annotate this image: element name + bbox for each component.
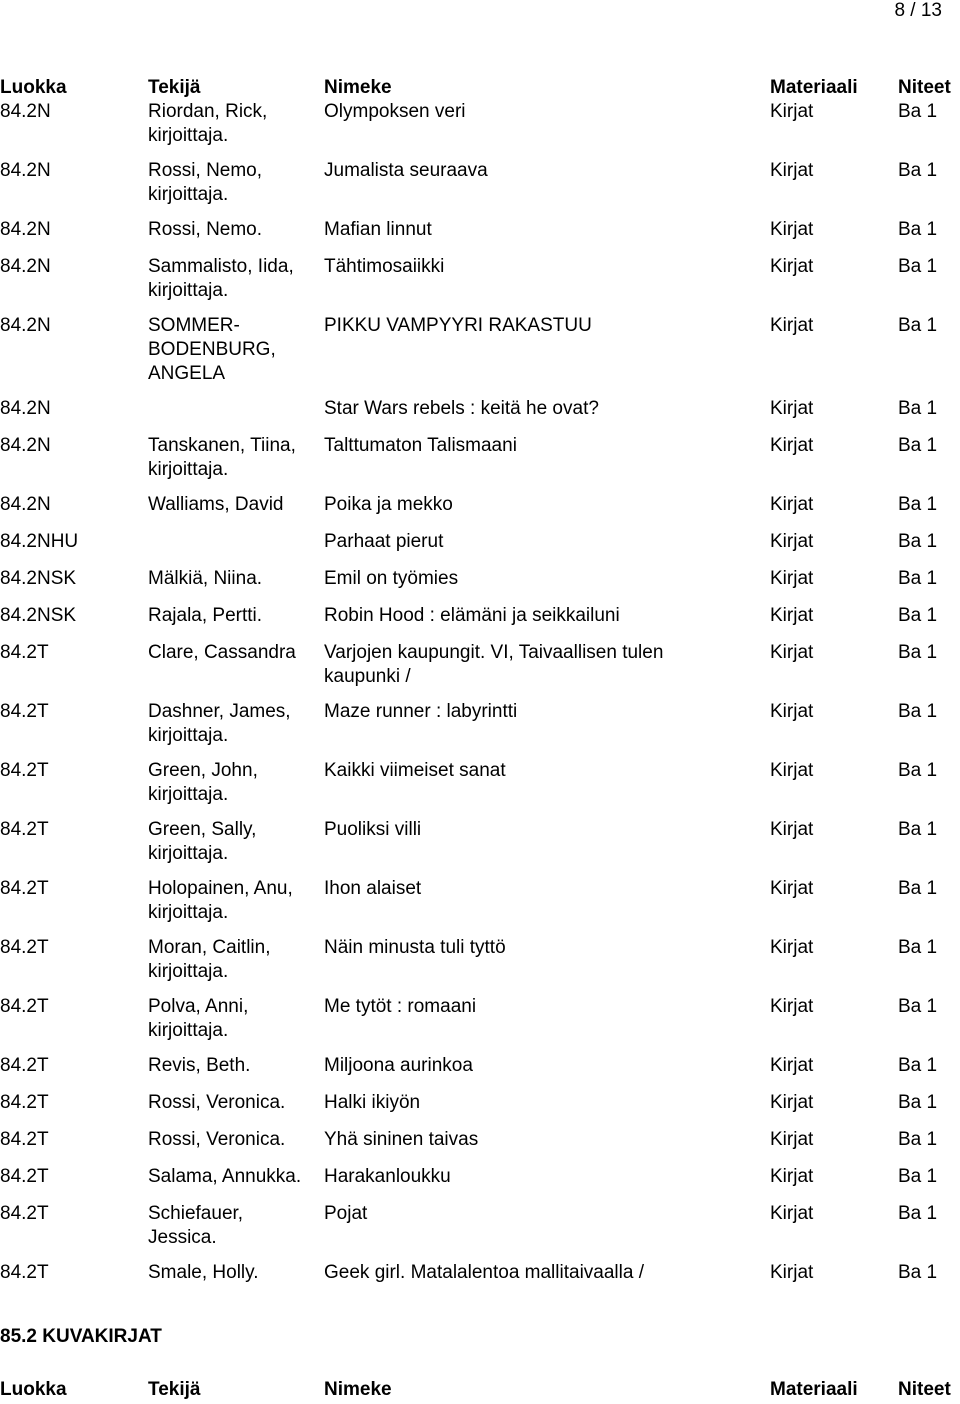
table-row (0, 493, 960, 530)
column-header-materiaali: Materiaali (770, 1379, 858, 1400)
cell-niteet: Ba 1 (898, 435, 938, 456)
cell-tekija: Tanskanen, Tiina, kirjoittaja. (148, 435, 296, 480)
cell-materiaali: Kirjat (770, 878, 814, 899)
table-row (0, 159, 960, 218)
cell-materiaali: Kirjat (770, 101, 814, 122)
cell-niteet: Ba 1 (898, 219, 938, 240)
cell-nimeke: Parhaat pierut (324, 531, 444, 552)
cell-nimeke: Harakanloukku (324, 1166, 451, 1187)
table-header-row (0, 76, 960, 100)
cell-nimeke: Ihon alaiset (324, 878, 422, 899)
cell-materiaali: Kirjat (770, 219, 814, 240)
table-row (0, 700, 960, 759)
table-row (0, 1165, 960, 1202)
table-row (0, 255, 960, 314)
cell-luokka: 84.2NSK (0, 605, 77, 626)
cell-nimeke: Maze runner : labyrintti (324, 701, 518, 722)
table-row (0, 530, 960, 567)
cell-nimeke: Pojat (324, 1203, 368, 1224)
cell-materiaali: Kirjat (770, 315, 814, 336)
cell-niteet: Ba 1 (898, 101, 938, 122)
cell-materiaali: Kirjat (770, 760, 814, 781)
column-header-tekija: Tekijä (148, 1379, 201, 1400)
cell-tekija (148, 530, 324, 567)
cell-nimeke: PIKKU VAMPYYRI RAKASTUU (324, 315, 592, 336)
table-header-row (0, 1378, 960, 1402)
cell-niteet: Ba 1 (898, 160, 938, 181)
table-row (0, 218, 960, 255)
cell-tekija: Riordan, Rick, kirjoittaja. (148, 101, 268, 146)
table-row (0, 1202, 960, 1261)
cell-nimeke: Halki ikiyön (324, 1092, 421, 1113)
cell-luokka: 84.2N (0, 398, 51, 419)
cell-luokka: 84.2T (0, 996, 49, 1017)
cell-materiaali: Kirjat (770, 1166, 814, 1187)
cell-materiaali: Kirjat (770, 605, 814, 626)
cell-tekija: Moran, Caitlin, kirjoittaja. (148, 937, 271, 982)
cell-nimeke: Geek girl. Matalalentoa mallitaivaalla / (324, 1262, 644, 1283)
cell-materiaali: Kirjat (770, 1203, 814, 1224)
catalog-table-2 (0, 1378, 960, 1402)
table-row (0, 434, 960, 493)
cell-tekija: Walliams, David (148, 494, 284, 515)
cell-niteet: Ba 1 (898, 1166, 938, 1187)
cell-luokka: 84.2N (0, 256, 51, 277)
cell-niteet: Ba 1 (898, 256, 938, 277)
cell-luokka: 84.2T (0, 1129, 49, 1150)
cell-luokka: 84.2T (0, 937, 49, 958)
cell-niteet: Ba 1 (898, 996, 938, 1017)
cell-materiaali: Kirjat (770, 531, 814, 552)
cell-luokka: 84.2N (0, 219, 51, 240)
table-row (0, 604, 960, 641)
cell-niteet: Ba 1 (898, 398, 938, 419)
section-heading: 85.2 KUVAKIRJAT (0, 1326, 162, 1347)
cell-tekija: Rossi, Veronica. (148, 1129, 286, 1150)
table-row (0, 995, 960, 1054)
cell-nimeke: Emil on työmies (324, 568, 459, 589)
column-header-nimeke: Nimeke (324, 1379, 392, 1400)
cell-niteet: Ba 1 (898, 878, 938, 899)
cell-tekija: Holopainen, Anu, kirjoittaja. (148, 878, 293, 923)
column-header-tekija: Tekijä (148, 77, 201, 98)
cell-materiaali: Kirjat (770, 642, 814, 663)
table-row (0, 877, 960, 936)
cell-luokka: 84.2N (0, 494, 51, 515)
cell-luokka: 84.2NSK (0, 568, 77, 589)
cell-tekija: SOMMER- BODENBURG, ANGELA (148, 315, 276, 384)
cell-nimeke: Me tytöt : romaani (324, 996, 477, 1017)
cell-niteet: Ba 1 (898, 819, 938, 840)
cell-tekija: Revis, Beth. (148, 1055, 251, 1076)
cell-luokka: 84.2T (0, 878, 49, 899)
cell-niteet: Ba 1 (898, 1092, 938, 1113)
cell-luokka: 84.2N (0, 315, 51, 336)
column-header-niteet: Niteet (898, 1379, 951, 1400)
cell-tekija: Salama, Annukka. (148, 1166, 302, 1187)
cell-luokka: 84.2N (0, 101, 51, 122)
cell-luokka: 84.2T (0, 819, 49, 840)
table-row (0, 1054, 960, 1091)
column-header-luokka: Luokka (0, 77, 67, 98)
cell-materiaali: Kirjat (770, 1092, 814, 1113)
cell-tekija: Smale, Holly. (148, 1262, 259, 1283)
cell-luokka: 84.2T (0, 1055, 49, 1076)
cell-materiaali: Kirjat (770, 1129, 814, 1150)
cell-luokka: 84.2T (0, 701, 49, 722)
cell-nimeke: Poika ja mekko (324, 494, 453, 515)
cell-nimeke: Varjojen kaupungit. VI, Taivaallisen tulen kaupunki / (324, 642, 664, 687)
page-number: 8 / 13 (894, 0, 942, 21)
cell-tekija: Sammalisto, Iida, kirjoittaja. (148, 256, 294, 301)
table-row (0, 1261, 960, 1298)
cell-nimeke: Yhä sininen taivas (324, 1129, 479, 1150)
cell-niteet: Ba 1 (898, 315, 938, 336)
cell-nimeke: Puoliksi villi (324, 819, 422, 840)
cell-nimeke: Jumalista seuraava (324, 160, 488, 181)
cell-tekija: Rossi, Nemo, kirjoittaja. (148, 160, 263, 205)
cell-materiaali: Kirjat (770, 996, 814, 1017)
cell-tekija: Polva, Anni, kirjoittaja. (148, 996, 249, 1041)
cell-tekija (148, 397, 324, 434)
column-header-niteet: Niteet (898, 77, 951, 98)
cell-luokka: 84.2T (0, 1262, 49, 1283)
table-row (0, 314, 960, 397)
cell-materiaali: Kirjat (770, 494, 814, 515)
cell-materiaali: Kirjat (770, 1262, 814, 1283)
cell-luokka: 84.2T (0, 642, 49, 663)
cell-tekija: Green, John, kirjoittaja. (148, 760, 258, 805)
cell-tekija: Clare, Cassandra (148, 642, 296, 663)
cell-nimeke: Olympoksen veri (324, 101, 466, 122)
cell-tekija: Green, Sally, kirjoittaja. (148, 819, 257, 864)
cell-tekija: Rossi, Veronica. (148, 1092, 286, 1113)
cell-materiaali: Kirjat (770, 1055, 814, 1076)
cell-tekija: Rajala, Pertti. (148, 605, 263, 626)
cell-materiaali: Kirjat (770, 701, 814, 722)
cell-nimeke: Star Wars rebels : keitä he ovat? (324, 398, 599, 419)
cell-tekija: Schiefauer, Jessica. (148, 1203, 244, 1248)
cell-niteet: Ba 1 (898, 494, 938, 515)
column-header-luokka: Luokka (0, 1379, 67, 1400)
cell-luokka: 84.2T (0, 760, 49, 781)
cell-tekija: Rossi, Nemo. (148, 219, 263, 240)
column-header-nimeke: Nimeke (324, 77, 392, 98)
column-header-materiaali: Materiaali (770, 77, 858, 98)
table-row (0, 567, 960, 604)
cell-nimeke: Talttumaton Talismaani (324, 435, 517, 456)
cell-niteet: Ba 1 (898, 701, 938, 722)
cell-niteet: Ba 1 (898, 1055, 938, 1076)
cell-materiaali: Kirjat (770, 256, 814, 277)
cell-materiaali: Kirjat (770, 435, 814, 456)
cell-niteet: Ba 1 (898, 760, 938, 781)
cell-niteet: Ba 1 (898, 937, 938, 958)
cell-materiaali: Kirjat (770, 398, 814, 419)
cell-luokka: 84.2T (0, 1092, 49, 1113)
cell-tekija: Dashner, James, kirjoittaja. (148, 701, 291, 746)
cell-luokka: 84.2T (0, 1203, 49, 1224)
cell-nimeke: Näin minusta tuli tyttö (324, 937, 506, 958)
cell-materiaali: Kirjat (770, 160, 814, 181)
cell-niteet: Ba 1 (898, 605, 938, 626)
table-row (0, 1091, 960, 1128)
cell-nimeke: Kaikki viimeiset sanat (324, 760, 506, 781)
cell-niteet: Ba 1 (898, 568, 938, 589)
cell-luokka: 84.2NHU (0, 531, 79, 552)
catalog-table (0, 76, 960, 1298)
table-row (0, 936, 960, 995)
cell-niteet: Ba 1 (898, 642, 938, 663)
cell-niteet: Ba 1 (898, 1203, 938, 1224)
table-row (0, 641, 960, 700)
cell-niteet: Ba 1 (898, 531, 938, 552)
cell-materiaali: Kirjat (770, 819, 814, 840)
cell-tekija: Mälkiä, Niina. (148, 568, 263, 589)
cell-nimeke: Robin Hood : elämäni ja seikkailuni (324, 605, 620, 626)
cell-materiaali: Kirjat (770, 937, 814, 958)
table-row (0, 759, 960, 818)
cell-luokka: 84.2T (0, 1166, 49, 1187)
table-row (0, 100, 960, 159)
cell-niteet: Ba 1 (898, 1129, 938, 1150)
cell-niteet: Ba 1 (898, 1262, 938, 1283)
cell-luokka: 84.2N (0, 435, 51, 456)
cell-luokka: 84.2N (0, 160, 51, 181)
cell-nimeke: Mafian linnut (324, 219, 432, 240)
cell-nimeke: Miljoona aurinkoa (324, 1055, 473, 1076)
table-row (0, 397, 960, 434)
table-row (0, 1128, 960, 1165)
table-row (0, 818, 960, 877)
cell-nimeke: Tähtimosaiikki (324, 256, 445, 277)
cell-materiaali: Kirjat (770, 568, 814, 589)
